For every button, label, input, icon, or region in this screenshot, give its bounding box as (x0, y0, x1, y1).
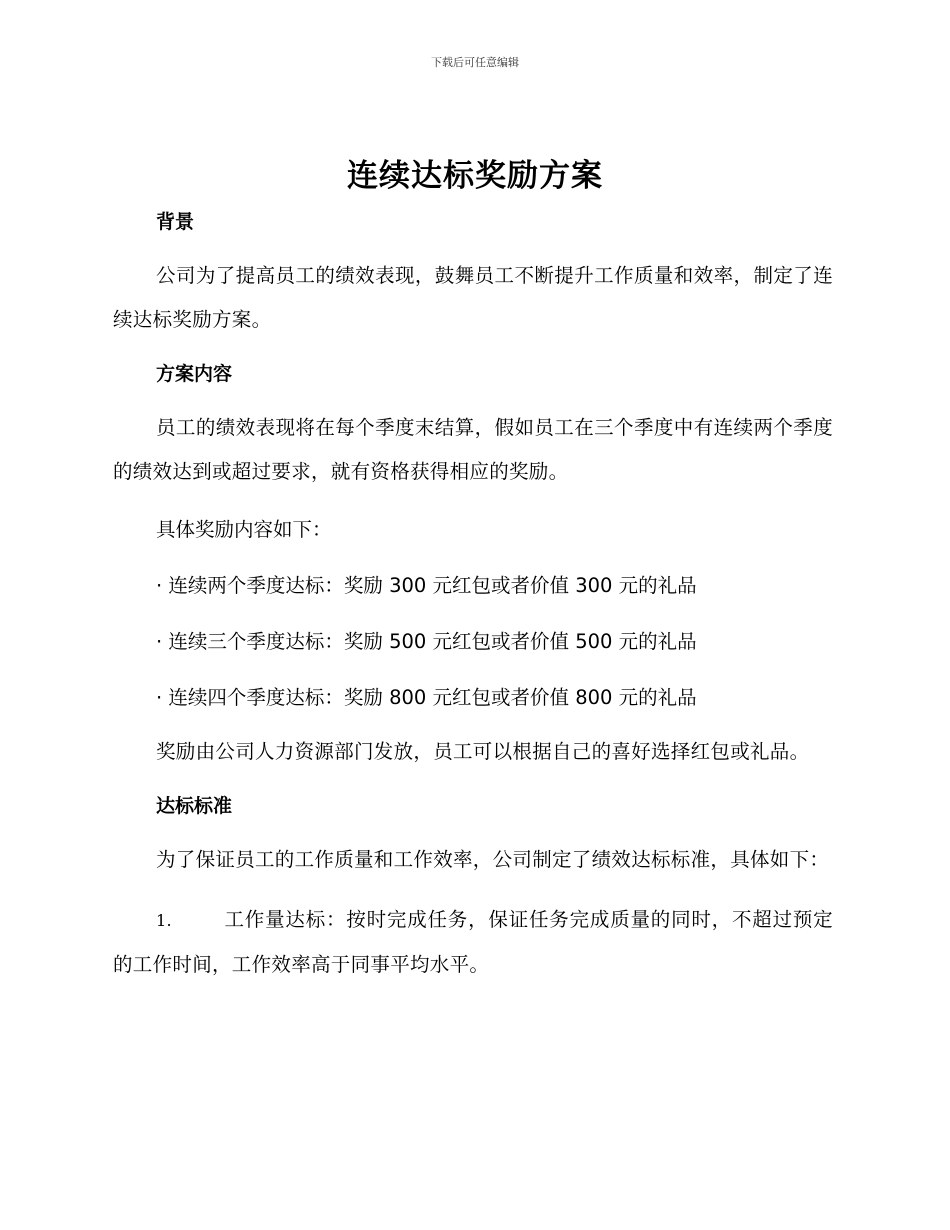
section-heading-background: 背景 (156, 211, 195, 233)
document-body (113, 202, 833, 987)
standard-paragraph: 为了保证员工的工作质量和工作效率，公司制定了绩效达标标准，具体如下： (156, 848, 830, 871)
reward-item: · 连续两个季度达标：奖励 300 元红包或者价值 300 元的礼品 (156, 574, 697, 597)
document-title: 连续达标奖励方案 (347, 158, 603, 194)
standard-item-text: 工作量达标：按时完成任务，保证任务完成质量的同时，不超过预定的工作时间，工作效率高于同事平均水平。 (113, 908, 833, 976)
background-paragraph: 公司为了提高员工的绩效表现，鼓舞员工不断提升工作质量和效率，制定了连续达标奖励方案。 (113, 264, 833, 331)
reward-intro: 具体奖励内容如下： (156, 518, 332, 541)
section-heading-standard: 达标标准 (156, 795, 233, 817)
standard-item-number: 1. (156, 911, 172, 930)
standard-item (113, 898, 833, 987)
content-paragraph: 员工的绩效表现将在每个季度末结算，假如员工在三个季度中有连续两个季度的绩效达到或超过要求，就有资格获得相应的奖励。 (113, 416, 833, 483)
reward-item: · 连续四个季度达标：奖励 800 元红包或者价值 800 元的礼品 (156, 686, 697, 709)
reward-note-paragraph: 奖励由公司人力资源部门发放，员工可以根据自己的喜好选择红包或礼品。 (156, 740, 810, 763)
reward-item: · 连续三个季度达标：奖励 500 元红包或者价值 500 元的礼品 (156, 630, 697, 653)
section-heading-content: 方案内容 (156, 363, 233, 385)
header-note: 下载后可任意编辑 (431, 56, 519, 69)
